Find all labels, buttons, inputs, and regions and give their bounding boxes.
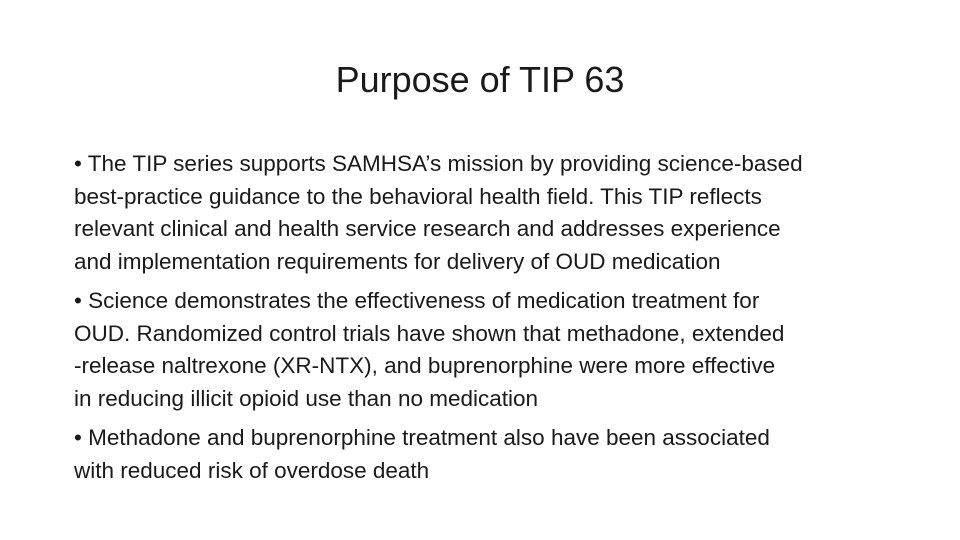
bullet-line: -release naltrexone (XR-NTX), and buprenorphine were more effective <box>74 353 776 378</box>
slide-title: Purpose of TIP 63 <box>335 59 625 100</box>
bullet-line: best-practice guidance to the behavioral health field. This TIP reflects <box>74 183 762 209</box>
bullet-list <box>74 148 904 494</box>
bullet-line: OUD. Randomized control trials have shown that methadone, extended <box>74 320 785 346</box>
bullet-item <box>74 422 904 487</box>
bullet-line: • The TIP series supports SAMHSA’s mission by providing science-based <box>74 151 803 176</box>
bullet-line: and implementation requirements for delivery of OUD medication <box>74 248 721 274</box>
bullet-line: in reducing illicit opioid use than no medication <box>74 385 539 411</box>
bullet-item <box>74 285 904 415</box>
bullet-item <box>74 148 904 278</box>
bullet-line: relevant clinical and health service research and addresses experience <box>74 216 781 241</box>
bullet-line: • Science demonstrates the effectiveness of medication treatment for <box>74 288 760 313</box>
bullet-line: with reduced risk of overdose death <box>74 457 430 483</box>
bullet-line: • Methadone and buprenorphine treatment also have been associated <box>74 425 770 450</box>
